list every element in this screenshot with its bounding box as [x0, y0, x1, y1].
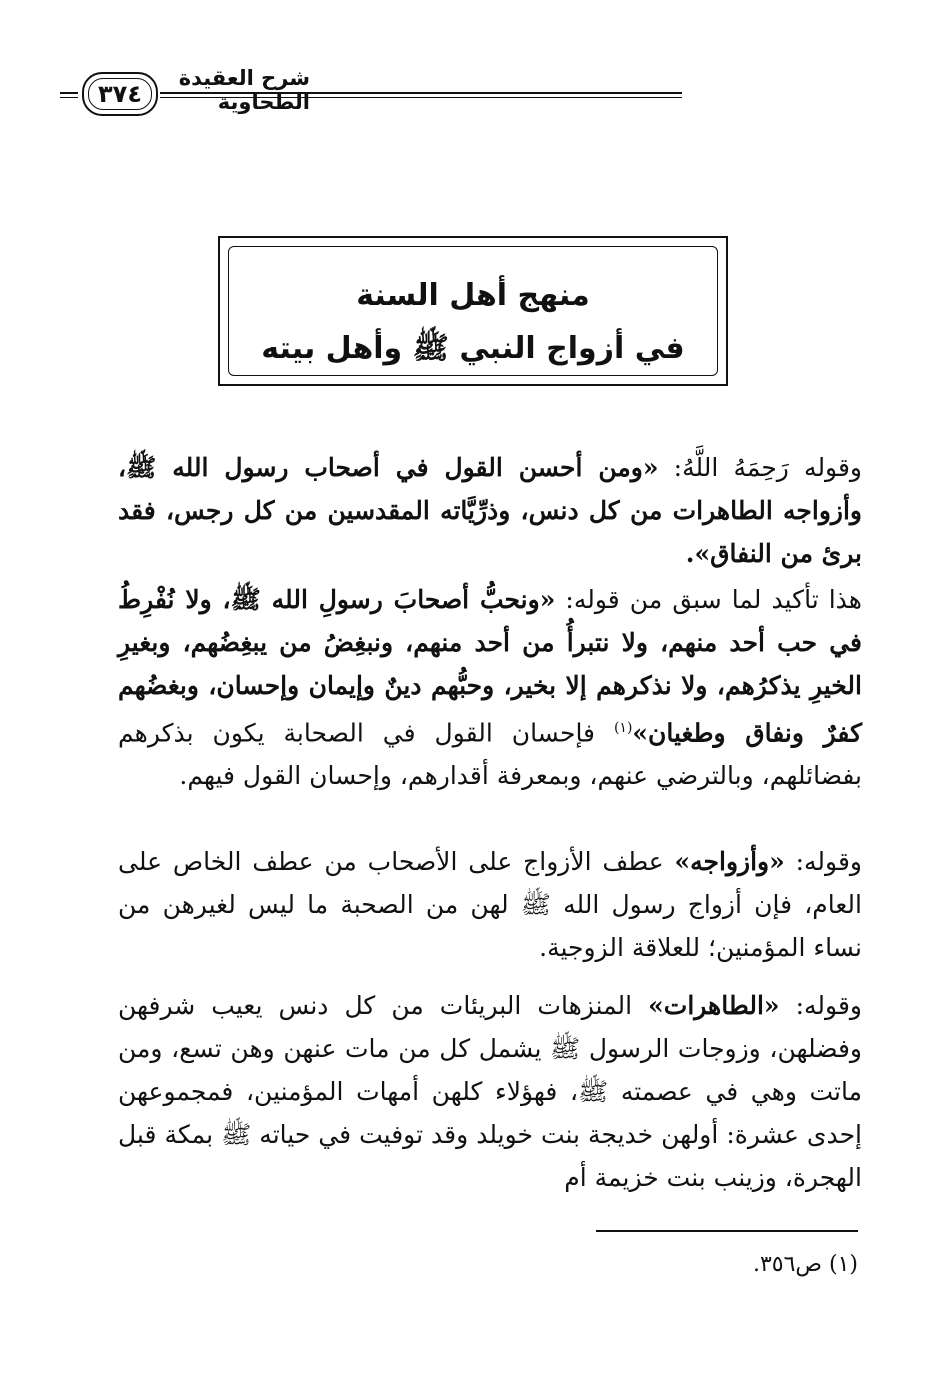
header-rule: [60, 92, 78, 94]
paragraph-text: وقوله:: [784, 847, 862, 876]
paragraph-2: [118, 578, 862, 797]
quoted-term: «الطاهرات»: [648, 991, 780, 1020]
paragraph-3: [118, 840, 862, 969]
footnote: (١) ص٣٥٦.: [752, 1252, 858, 1277]
paragraph-text: فإحسان القول في الصحابة يكون بذكرهم بفضائلهم، وبالترضي عنهم، وبمعرفة أقدارهم، وإحسان القول فيهم.: [118, 718, 862, 791]
header-rule: [60, 97, 78, 98]
paragraph-text: وقوله:: [779, 991, 862, 1020]
quoted-text: «ومن أحسن القول في أصحاب رسول الله ﷺ، وأزواجه الطاهرات من كل دنس، وذرِّيَّاته المقدسين من كل رجس، فقد برئ من النفاق».: [118, 453, 862, 568]
chapter-title-line2: في أزواج النبي ﷺ وأهل بيته: [261, 331, 685, 366]
quoted-text: «ونحبُّ أصحابَ رسولِ الله ﷺ، ولا نُفْرِطُ في حب أحد منهم، ولا نتبرأُ من أحد منهم، ونبغِضُ من يبغِضُهم، وبغيرِ الخيرِ يذكرُهم، ولا نذكرهم إلا بخير، وحبُّهم دينٌ وإيمان وإحسان، وبغضُهم كفرٌ ونفاق وطغيان»: [118, 585, 862, 748]
paragraph-text: وقوله رَحِمَهُ اللَّهُ:: [658, 453, 862, 482]
paragraph-text: هذا تأكيد لما سبق من قوله:: [555, 585, 862, 614]
header-rule: [160, 97, 682, 98]
header-rule: [160, 92, 682, 94]
paragraph-1: [118, 446, 862, 575]
quoted-term: «وأزواجه»: [674, 847, 785, 876]
paragraph-text: عطف الأزواج على الأصحاب من عطف الخاص على العام، فإن أزواج رسول الله ﷺ لهن من الصحبة ما ليس لغيرهن من نساء المؤمنين؛ للعلاقة الزوجية.: [118, 847, 862, 962]
paragraph-text: المنزهات البريئات من كل دنس يعيب شرفهن وفضلهن، وزوجات الرسول ﷺ يشمل كل من مات عنهن وهن تسع، ومن ماتت وهي في عصمته ﷺ، فهؤلاء كلهن أمهات المؤمنين، فمجموعهن إحدى عشرة: أولهن خديجة بنت خويلد وقد توفيت في حياته ﷺ بمكة قبل الهجرة، وزينب بنت خزيمة أم: [118, 991, 862, 1192]
chapter-title-box: [218, 236, 728, 386]
footnote-marker: (١): [613, 720, 633, 736]
running-header-title: شرح العقيدة الطحاوية: [178, 66, 310, 114]
paragraph-4: [118, 984, 862, 1199]
footnote-separator: [596, 1230, 858, 1232]
chapter-title-line1: منهج أهل السنة: [356, 278, 590, 313]
page-number: ٣٧٤: [82, 72, 158, 116]
